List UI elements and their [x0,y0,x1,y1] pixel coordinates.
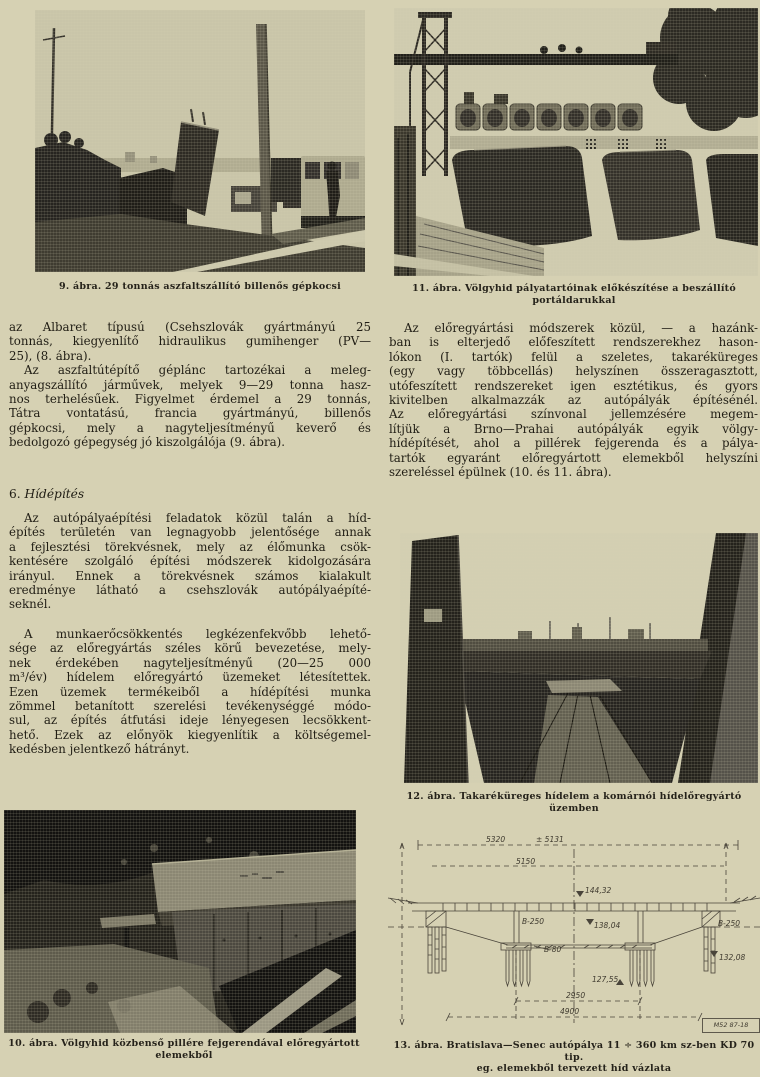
text-line: sége az előregyártás széles körű bevezetése, mely- [9,641,371,656]
figure-12-caption: 12. ábra. Takaréküreges hídelem a komárnói hídelőregyártó üzemben [406,791,742,814]
photo-truck-illustration [35,10,365,272]
figure-11-photo [394,8,758,276]
figure-9-caption: 9. ábra. 29 tonnás aszfaltszállító billenős gépkocsi [59,281,341,292]
dimension-label: B-250 [522,917,545,926]
text-line: kedésben jelentkező hátrányt. [9,742,190,757]
text-line: kentésére szolgáló építési módszerek kidolgozására [9,554,371,569]
dimension-label: B-250 [718,919,741,928]
dimension-label: 132,08 [719,953,746,962]
dimension-label: 2950 [566,991,586,1000]
paragraph [389,321,758,479]
text-line: lítjük a Brno—Prahai autópályák egyik völgy- [389,421,758,436]
dimension-label: ± 5131 [536,835,564,844]
dimension-label: 138,04 [594,921,621,930]
text-line: bedolgozó gépegység jó kiszolgálója (9. ábra). [9,435,285,450]
text-line: szereléssel épülnek (10. és 11. ábra). [389,465,612,480]
text-line: hető. Ezek az előnyök kiegyenlítik a költségemel- [9,727,371,742]
figure-11-caption [390,283,758,306]
text-line: eredménye látható a csehszlovák autópályaépíté- [9,583,371,598]
text-line: kivitelben alkalmazzák az autópályák építésénél. [389,393,758,408]
text-line: A munkaerőcsökkentés legkézenfekvőbb lehető- [24,627,371,641]
text-line: (egy vagy többcellás) helyszínen összeragasztott, [389,364,758,379]
text-line: 25), (8. ábra). [9,348,92,363]
text-line: építés területén van legnagyobb jelentősége annak [9,525,371,540]
dimension-label: 144,32 [585,886,612,895]
text-line: hídépítését, ahol a pillérek fejgerenda és a pálya- [389,436,758,451]
text-line: Az aszfaltútépítő géplánc tartozékai a meleg- [24,363,371,378]
section-heading [9,487,84,501]
text-line: Tátra vontatású, francia gyártmányú, billenős [9,406,371,421]
text-line: az Albaret típusú (Csehszlovák gyártmányú 25 [9,320,371,334]
paragraph [9,627,371,757]
text-line: irányul. Ennek a törekvésnek számos kialakult [9,568,371,583]
text-line: m³/év) hídelem előregyártó üzemeket létesítettek. [9,670,371,685]
paragraph [9,511,371,612]
text-line: gépkocsi, mely a nagyteljesítményű keverő és [9,420,371,435]
dimension-label: 5320 [486,835,506,844]
left-column-text-bottom [9,627,371,757]
left-column-text-middle [9,511,371,612]
text-line: Az előregyártási módszerek közül, — a hazánk- [404,321,758,335]
text-line: ban is elterjedő előfeszített rendszerekhez hason- [389,335,758,350]
photo-bridge-girders-illustration [394,8,758,276]
text-line: Ezen üzemek termékeiből a hídépítési munka [9,684,371,699]
figure-13-caption [388,1040,760,1075]
dimension-label: 5150 [516,857,536,866]
paragraph [9,363,371,449]
photo-factory-yard-illustration [400,533,758,783]
section-number: 6. [9,487,21,501]
text-line: utófeszített rendszereket igen esztétikus, és gyors [389,378,758,393]
figure-9-photo [35,10,365,272]
text-line: Az autópályaépítési feladatok közül talán a híd- [24,511,371,525]
caption-line: elemekből [155,1049,213,1061]
text-line: nek érdekében nagyteljesítményű (20—25 000 [9,655,371,670]
text-line: nos terhelésűek. Figyelmet érdemel a 29 tonnás, [9,392,371,407]
caption-line: 11. ábra. Völgyhid pályatartóinak előkészítése a beszállító [412,283,736,294]
caption-line: 10. ábra. Völgyhid közbenső pillére fejgerendával előregyártott [8,1038,360,1049]
dimension-label: 4900 [560,1007,580,1016]
left-column-text-top [9,320,371,450]
text-line: anyagszállító járművek, melyek 9—29 tonna hasz- [9,377,371,392]
text-line: a fejlesztési törekvésnek, mely az élőmunka csök- [9,539,371,554]
paragraph [9,320,371,363]
drawing-stamp: M52 87-18 [702,1018,760,1033]
figure-12-photo [400,533,758,783]
caption-line: portáldarukkal [532,294,616,306]
caption-line: 13. ábra. Bratislava—Senec autópálya 11 ÷ 360 km sz-ben KD 70 tip. [393,1040,755,1063]
dimension-label: B-80 [544,945,562,954]
text-line: seknél. [9,597,52,612]
section-title: Hídépítés [24,487,85,501]
figure-13-drawing [388,835,760,1035]
text-line: tartók egyaránt előregyártott elemekből helyszíni [389,450,758,465]
text-line: zömmel betanított szerelési tevékenységgé módo- [9,699,371,714]
photo-pier-headbeam-illustration [4,810,356,1033]
text-line: sul, az építés átfutási ideje lényegesen lecsökkent- [9,713,371,728]
figure-10-photo [4,810,356,1033]
dimension-label: 127,55 [592,975,619,984]
text-line: lókon (I. tartók) felül a szeletes, takaréküreges [389,349,758,364]
caption-line: eg. elemekből tervezett híd vázlata [476,1063,672,1074]
figure-10-caption [0,1038,368,1061]
text-line: tonnás, kiegyenlítő hidraulikus gumihenger (PV— [9,334,371,349]
text-line: Az előregyártási színvonal jellemzésére megem- [389,407,758,422]
right-column-text [389,321,758,479]
bridge-elevation-sketch [388,835,760,1035]
